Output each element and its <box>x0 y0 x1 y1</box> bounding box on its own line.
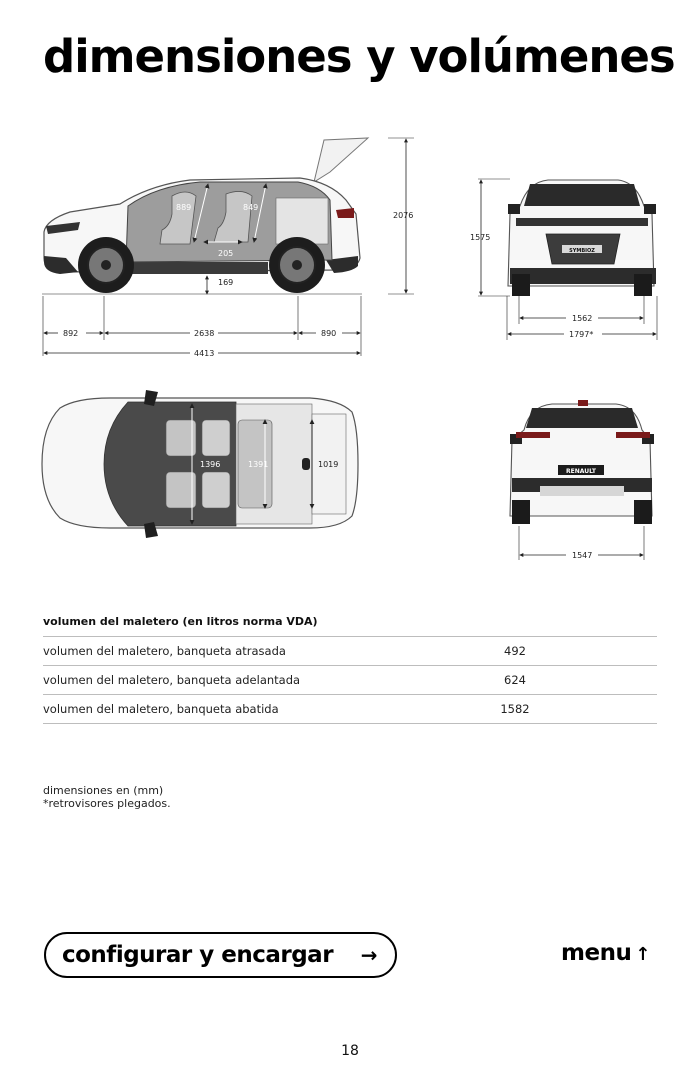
dim-headroom-rear: 849 <box>243 203 259 212</box>
menu-label: menu <box>561 940 632 966</box>
front-view-car <box>508 180 656 296</box>
page-number: 18 <box>341 1043 359 1059</box>
dim-width: 1797* <box>569 330 594 339</box>
table-bottom-rule <box>43 723 657 724</box>
arrow-up-icon: ↑ <box>635 944 650 965</box>
rear-view-car <box>510 400 654 524</box>
side-view-car <box>44 138 368 293</box>
row-label: volumen del maletero, banqueta atrasada <box>43 644 286 658</box>
table-row <box>43 694 657 723</box>
dim-ground-clearance: 169 <box>218 278 234 287</box>
arrow-right-icon: → <box>360 943 377 967</box>
row-label: volumen del maletero, banqueta abatida <box>43 702 279 716</box>
dim-length: 4413 <box>194 349 215 358</box>
row-value: 492 <box>504 644 526 658</box>
dim-legroom-rear: 205 <box>218 249 234 258</box>
page-title: dimensiones y volúmenes <box>43 30 675 83</box>
dim-headroom-front: 889 <box>176 203 192 212</box>
table-row <box>43 636 657 665</box>
rear-badge: RENAULT <box>566 468 596 475</box>
configure-order-button[interactable] <box>44 932 397 978</box>
front-badge: SYMBIOZ <box>569 248 595 254</box>
dim-rear-overhang: 890 <box>321 329 337 338</box>
row-value: 1582 <box>500 702 530 716</box>
boot-volume-table-title: volumen del maletero (en litros norma VDA) <box>43 615 318 628</box>
dim-elbow-rear: 1391 <box>248 460 269 469</box>
menu-link[interactable] <box>561 940 650 966</box>
row-label: volumen del maletero, banqueta adelantada <box>43 673 301 687</box>
mirrors-note: *retrovisores plegados. <box>43 797 171 810</box>
dim-front-overhang: 892 <box>63 329 79 338</box>
units-note: dimensiones en (mm) <box>43 784 164 797</box>
dim-rear-track: 1547 <box>572 551 593 560</box>
row-value: 624 <box>504 673 526 687</box>
dim-boot-width: 1019 <box>318 460 339 469</box>
configure-order-label: configurar y encargar <box>62 942 334 968</box>
table-row <box>43 665 657 694</box>
dim-elbow-front: 1396 <box>200 460 221 469</box>
dim-height-open-tailgate: 2076 <box>393 211 414 220</box>
dim-height: 1575 <box>470 233 491 242</box>
dim-front-track: 1562 <box>572 314 593 323</box>
dim-wheelbase: 2638 <box>194 329 215 338</box>
